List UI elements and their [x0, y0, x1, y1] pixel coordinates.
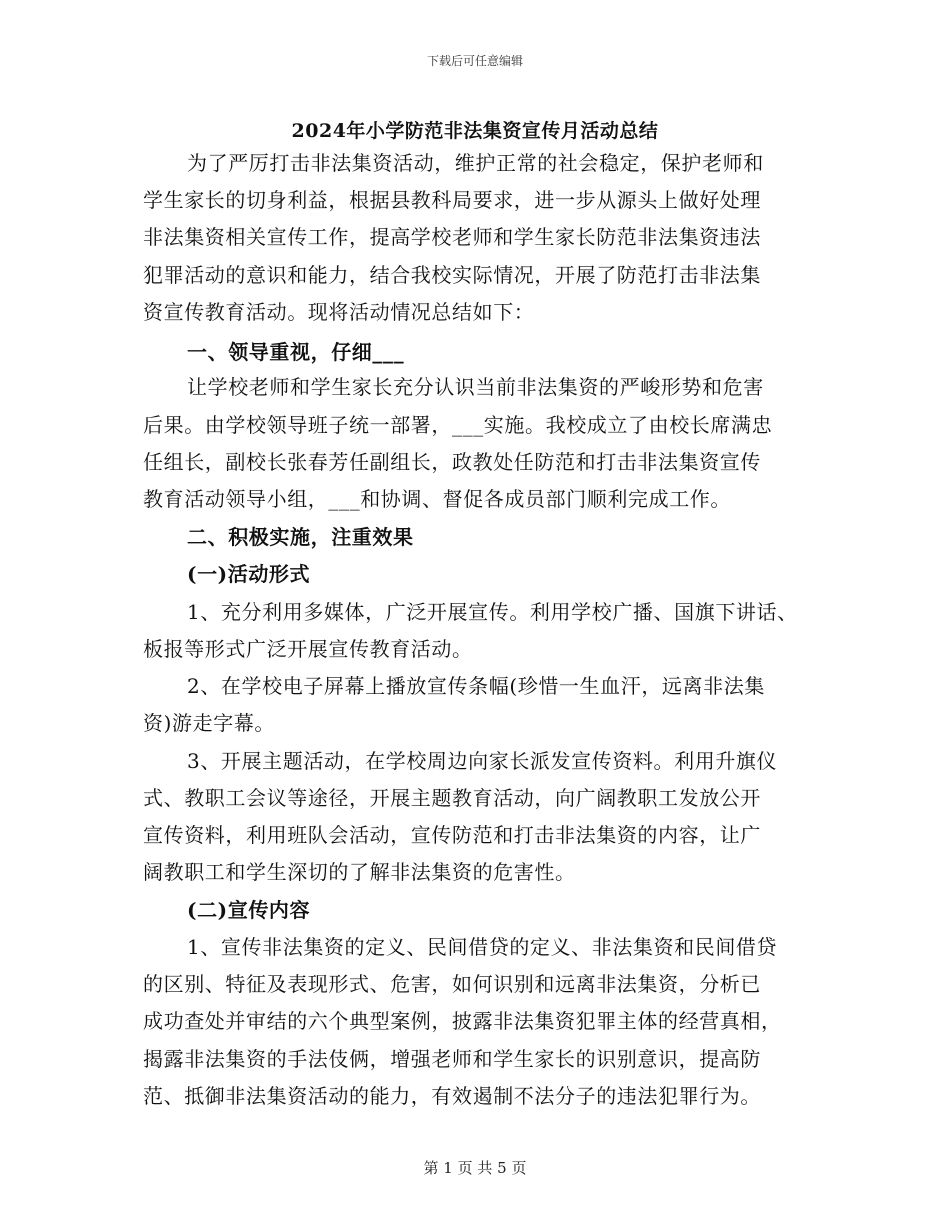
paragraph-line: 成功查处并审结的六个典型案例，披露非法集资犯罪主体的经营真相，: [143, 1009, 782, 1033]
paragraph-line: 板报等形式广泛开展宣传教育活动。: [143, 637, 473, 661]
paragraph-line: 的区别、特征及表现形式、危害，如何识别和远离非法集资，分析已: [143, 972, 761, 996]
paragraph-line: 为了严厉打击非法集资活动，维护正常的社会稳定，保护老师和: [187, 151, 764, 175]
paragraph-line: 后果。由学校领导班子统一部署，___实施。我校成立了由校长席满忠: [143, 413, 773, 437]
subsection-heading: (二)宣传内容: [187, 898, 311, 922]
page-number: 第 1 页 共 5 页: [423, 1159, 527, 1177]
paragraph-line: 范、抵御非法集资活动的能力，有效遏制不法分子的违法犯罪行为。: [143, 1084, 761, 1108]
paragraph-line: 教育活动领导小组，___和协调、督促各成员部门顺利完成工作。: [143, 487, 731, 511]
paragraph-line: 资)游走字幕。: [143, 711, 276, 735]
document-title: 2024年小学防范非法集资宣传月活动总结: [291, 120, 659, 142]
paragraph-line: 阔教职工和学生深切的了解非法集资的危害性。: [143, 860, 576, 884]
paragraph-line: 任组长，副校长张春芳任副组长，政教处任防范和打击非法集资宣传: [143, 450, 761, 474]
paragraph-line: 2、在学校电子屏幕上播放宣传条幅(珍惜一生血汗，远离非法集: [187, 674, 765, 698]
paragraph-line: 犯罪活动的意识和能力，结合我校实际情况，开展了防范打击非法集: [143, 263, 761, 287]
page-header-note: 下载后可任意编辑: [426, 54, 523, 68]
paragraph-line: 揭露非法集资的手法伎俩，增强老师和学生家长的识别意识，提高防: [143, 1047, 761, 1071]
paragraph-line: 1、宣传非法集资的定义、民间借贷的定义、非法集资和民间借贷: [187, 935, 778, 959]
section-heading: 二、积极实施，注重效果: [187, 525, 414, 549]
section-heading: 一、领导重视，仔细___: [187, 340, 405, 364]
paragraph-line: 让学校老师和学生家长充分认识当前非法集资的严峻形势和危害: [187, 375, 764, 399]
paragraph-line: 3、开展主题活动，在学校周边向家长派发宣传资料。利用升旗仪: [187, 749, 778, 773]
paragraph-line: 式、教职工会议等途径，开展主题教育活动，向广阔教职工发放公开: [143, 786, 761, 810]
paragraph-line: 非法集资相关宣传工作，提高学校老师和学生家长防范非法集资违法: [143, 225, 761, 249]
paragraph-line: 学生家长的切身利益，根据县教科局要求，进一步从源头上做好处理: [143, 188, 761, 212]
paragraph-line: 资宣传教育活动。现将活动情况总结如下：: [143, 300, 535, 324]
paragraph-line: 宣传资料，利用班队会活动，宣传防范和打击非法集资的内容，让广: [143, 823, 761, 847]
subsection-heading: (一)活动形式: [187, 562, 311, 586]
paragraph-line: 1、充分利用多媒体，广泛开展宣传。利用学校广播、国旗下讲话、: [187, 600, 798, 624]
